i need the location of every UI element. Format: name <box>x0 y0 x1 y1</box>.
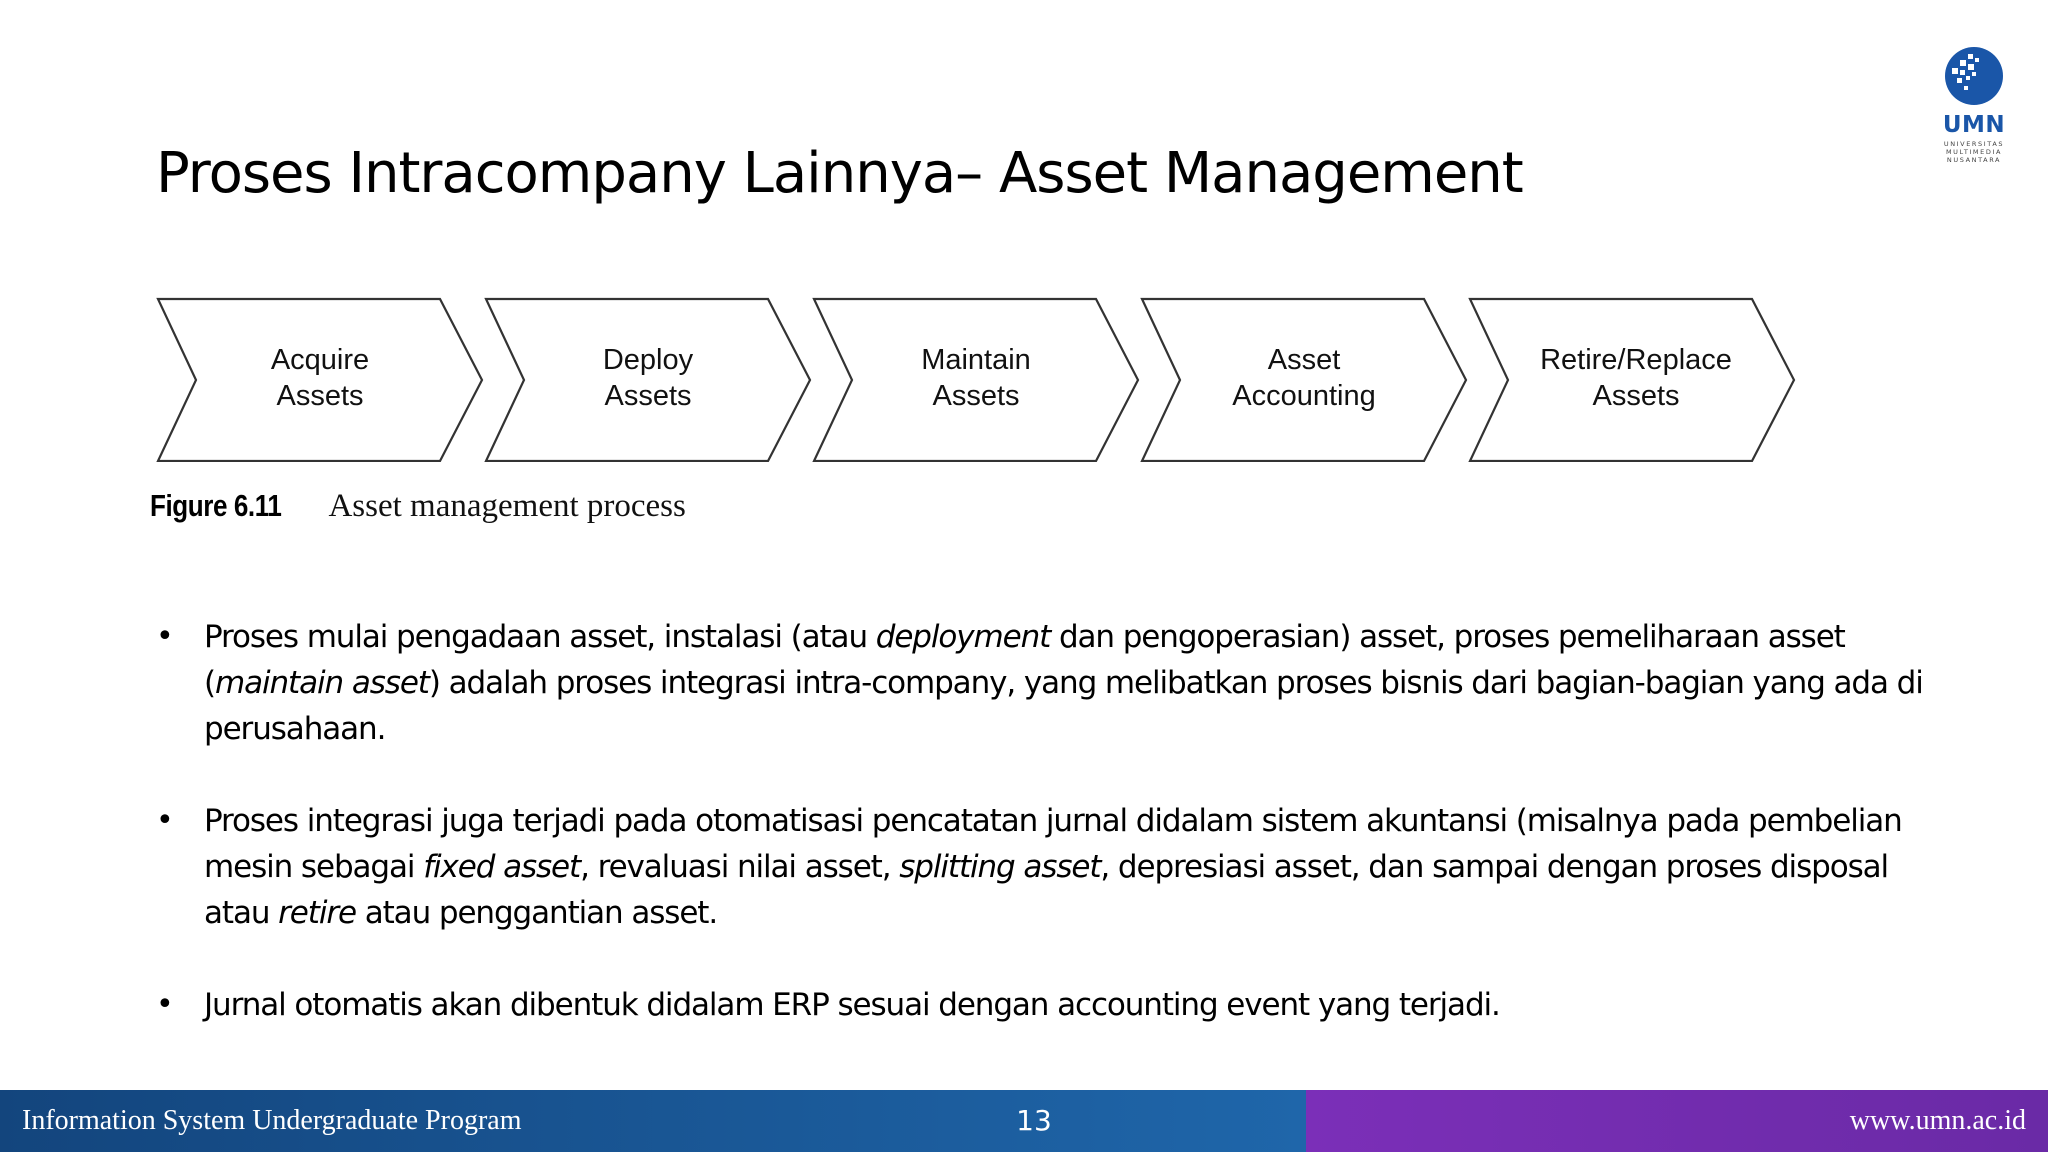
footer-program-name: Information System Undergraduate Program <box>22 1105 522 1136</box>
footer-bar <box>0 1090 2048 1152</box>
text-run: Proses integrasi juga terjadi pada otomatisasi pencatatan jurnal didalam sistem akuntansi (misalnya pada pembelian mesin sebagai <box>204 803 1902 885</box>
step-label-line: Assets <box>276 380 364 412</box>
process-step-acquire-assets <box>225 342 415 414</box>
emphasis-text: deployment <box>875 619 1051 655</box>
emphasis-text: fixed asset <box>423 849 581 885</box>
step-label-line: Deploy <box>602 344 694 376</box>
text-run: , depresiasi asset, dan sampai dengan proses disposal atau <box>204 849 1889 931</box>
bullet-item <box>156 798 1946 936</box>
text-run: dan pengoperasian) asset, proses pemeliharaan asset ( <box>204 619 1845 701</box>
asset-management-process-diagram <box>156 296 1796 462</box>
logo-subtitle <box>1936 140 2012 164</box>
bullet-item <box>156 982 1946 1028</box>
process-step-maintain-assets <box>881 342 1071 414</box>
figure-caption-text: Asset management process <box>328 488 686 524</box>
page-number: 13 <box>1016 1104 1052 1137</box>
emphasis-text: maintain asset <box>215 665 429 701</box>
process-step-asset-accounting <box>1209 342 1399 414</box>
logo-subtitle-line: MULTIMEDIA <box>1945 148 2003 156</box>
bullet-list <box>156 614 1946 1074</box>
step-label-line: Retire/Replace <box>1540 344 1732 376</box>
step-label-line: Assets <box>932 380 1020 412</box>
process-step-deploy-assets <box>553 342 743 414</box>
emphasis-text: retire <box>278 895 356 931</box>
bullet-item <box>156 614 1946 752</box>
step-label-line: Accounting <box>1232 380 1376 412</box>
logo-subtitle-line: UNIVERSITAS <box>1943 140 2005 148</box>
text-run: Proses mulai pengadaan asset, instalasi (atau <box>204 619 876 655</box>
text-run: Jurnal otomatis akan dibentuk didalam ERP sesuai dengan accounting event yang terjadi. <box>204 987 1500 1023</box>
umn-globe-icon <box>1944 46 2004 106</box>
slide-title: Proses Intracompany Lainnya– Asset Management <box>156 141 1523 206</box>
step-label-line: Asset <box>1267 344 1341 376</box>
figure-caption <box>150 486 686 526</box>
logo-name: UMN <box>1942 112 2006 138</box>
step-label-line: Assets <box>604 380 692 412</box>
footer-website-link[interactable]: www.umn.ac.id <box>1849 1105 2026 1136</box>
text-run: atau penggantian asset. <box>355 895 718 931</box>
step-label-line: Maintain <box>921 344 1031 376</box>
emphasis-text: splitting asset <box>899 849 1101 885</box>
logo-subtitle-line: NUSANTARA <box>1946 156 2002 164</box>
text-run: ) adalah proses integrasi intra-company, yang melibatkan proses bisnis dari bagian-bagian yang ada di perusahaan. <box>204 665 1923 747</box>
umn-logo <box>1936 46 2012 170</box>
figure-number: Figure 6.11 <box>150 488 282 523</box>
step-label-line: Assets <box>1592 380 1680 412</box>
step-label-line: Acquire <box>270 344 370 376</box>
text-run: , revaluasi nilai asset, <box>580 849 900 885</box>
process-step-retire-replace-assets <box>1529 342 1743 414</box>
